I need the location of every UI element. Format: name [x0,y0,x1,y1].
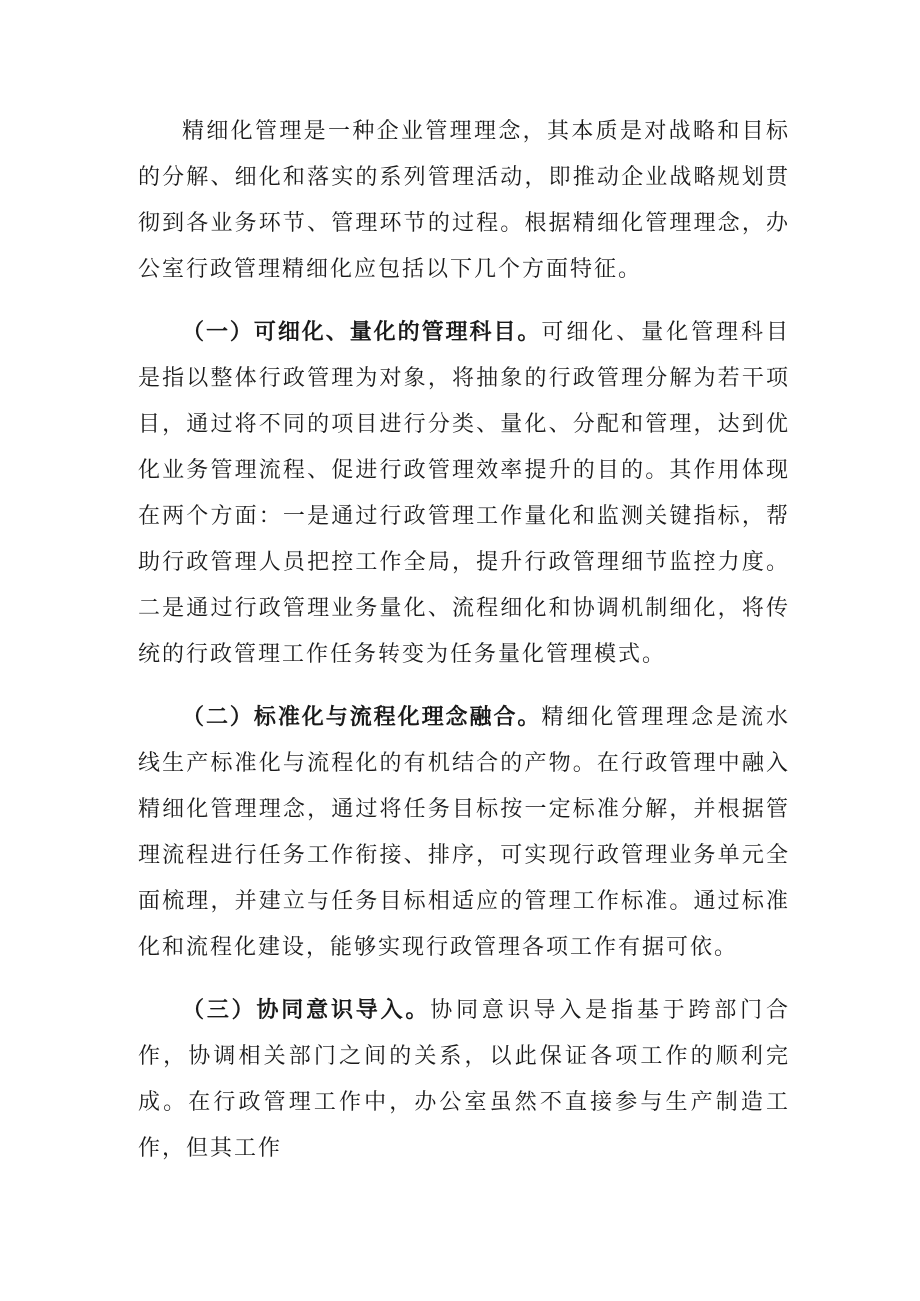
intro-text: 精细化管理是一种企业管理理念，其本质是对战略和目标的分解、细化和落实的系列管理活动，即推动企业战略规划贯彻到各业务环节、管理环节的过程。根据精细化管理理念，办公室行政管理精细化应包括以下几个方面特征。 [138,119,790,282]
section-1-paragraph [138,310,790,678]
section-3-heading: （三）协同意识导入。 [182,998,431,1023]
intro-paragraph [138,109,790,293]
document-page [138,109,790,1172]
section-1-body: 可细化、量化管理科目是指以整体行政管理为对象，将抽象的行政管理分解为若干项目，通过将不同的项目进行分类、量化、分配和管理，达到优化业务管理流程、促进行政管理效率提升的目的。其作用体现在两个方面：一是通过行政管理工作量化和监测关键指标，帮助行政管理人员把控工作全局，提升行政管理细节监控力度。二是通过行政管理业务量化、流程细化和协调机制细化，将传统的行政管理工作任务转变为任务量化管理模式。 [138,320,790,667]
section-2-heading: （二）标准化与流程化理念融合。 [182,705,542,730]
section-2-body: 精细化管理理念是流水线生产标准化与流程化的有机结合的产物。在行政管理中融入精细化管理理念，通过将任务目标按一定标准分解，并根据管理流程进行任务工作衔接、排序，可实现行政管理业务单元全面梳理，并建立与任务目标相适应的管理工作标准。通过标准化和流程化建设，能够实现行政管理各项工作有据可依。 [138,705,790,960]
section-3-paragraph [138,988,790,1172]
section-3-body: 协同意识导入是指基于跨部门合作，协调相关部门之间的关系，以此保证各项工作的顺利完成。在行政管理工作中，办公室虽然不直接参与生产制造工作，但其工作 [138,998,790,1161]
section-2-paragraph [138,695,790,971]
section-1-heading: （一）可细化、量化的管理科目。 [182,320,542,345]
